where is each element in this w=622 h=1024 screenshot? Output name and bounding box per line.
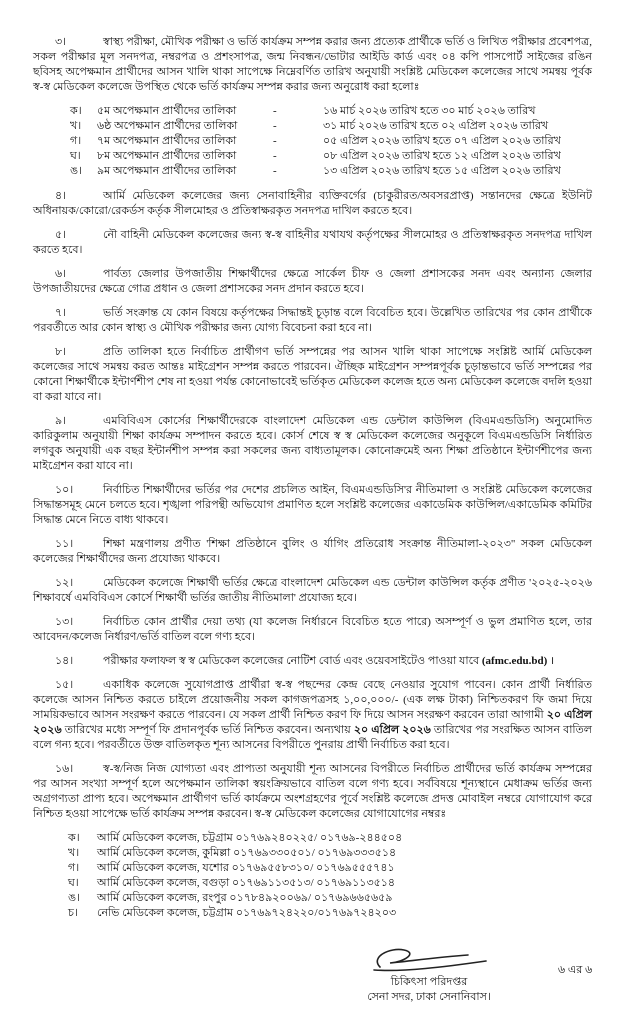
waiting-list-row-dates: ১৬ মার্চ ২০২৬ তারিখ হতে ৩০ মার্চ ২০২৬ তারিখ [323,105,536,117]
contact-row-text: আর্মি মেডিকেল কলেজ, যশোর ০১৭৬৯৫৫৮৩১০/ ০১৭৬৯৫৫৫৭৪১ [97,862,395,874]
clause-3-text: স্বাস্থ্য পরীক্ষা, মৌখিক পরীক্ষা ও ভর্তি কার্যক্রম সম্পন্ন করার জন্য প্রত্যেক প্রার্থীকে ভর্তি ও লিখিত পরীক্ষার প্রবেশপত্র, সকল পরীক্ষার মূল সনদপত্র, নম্বরপত্র ও প্রশংসাপত্র, জন্ম নিবন্ধন/ভোটার আইডি কার্ড এবং ০৪ কপি পাসপোর্ট সাইজের রঙিন ছবিসহ অপেক্ষমান প্রার্থীদের আসন খালি থাকা সাপেক্ষে নিম্নেবর্ণিত তারিখ অনুযায়ী সংশ্লিষ্ট মেডিকেল কলেজের সাথে সমন্বয় পূর্বক স্ব-স্ব মেডিকেল কলেজে উপস্থিত থেকে ভর্তি কার্যক্রম সম্পন্ন করার জন্য অনুরোধ করা হলোঃ [33,36,592,93]
clause-16 [33,762,592,822]
clause-9-number: ৯। [55,415,67,427]
waiting-list-row-name: ৯ম অপেক্ষমান প্রার্থীদের তালিকা [97,165,237,177]
text-segment: তারিখের পর সংরক্ষিত আসন বাতিল বলে গন্য হবে। পরবর্তীতে উক্ত বাতিলকৃত শূন্য আসনের বিপরীতে পুনরায় প্রার্থী নির্বাচিত করা হবে। [33,724,592,751]
clause-15 [33,678,592,753]
clause-6 [33,267,592,297]
clause-7 [33,306,592,336]
clause-12 [33,576,592,606]
contact-row-text: নেভি মেডিকেল কলেজ, চট্টগ্রাম ০১৭৬৯৭২৪২২০/০১৭৬৯৭২৪২০৩ [97,907,397,919]
clause-7-text: ভর্তি সংক্রান্ত যে কোন বিষয়ে কর্তৃপক্ষের সিদ্ধান্তই চূড়ান্ত বলে বিবেচিত হবে। উল্লেখিত তারিখের পর কোন প্রার্থীকে পরবর্তীতে আর কোন স্বাস্থ্য ও মৌখিক পরীক্ষার জন্য যোগ্য বিবেচনা করা হবে না। [33,307,592,334]
clause-9 [33,414,592,474]
clause-8 [33,345,592,405]
waiting-list-row-label: ঙ। [70,165,83,177]
clause-3-number: ৩। [55,36,67,48]
clause-12-number: ১২। [55,577,74,589]
waiting-list-table [70,104,592,179]
clause-5-text: নৌ বাহিনী মেডিকেল কলেজের জন্য স্ব-স্ব বাহিনীর যথাযথ কর্তৃপক্ষের সীলমোহর ও প্রতিস্বাক্ষরকৃত সনদপত্র দাখিল করতে হবে। [33,229,592,256]
clause-16-text: স্ব-স্ব/নিজ নিজ যোগ্যতা এবং প্রাপ্যতা অনুযায়ী শূন্য আসনের বিপরীতে নির্বাচিত প্রার্থীদের ভর্তি কার্যক্রম সম্পন্নের পর আসন সংখ্যা সম্পূর্ণ হলে অপেক্ষমান তালিকা স্বয়ংক্রিয়ভাবে বাতিল বলে গণ্য হবে। সর্ববিষয়ে শূন্যস্থানে মেধাক্রম ভর্তির জন্য অগ্রগণ্যতা প্রাপ্য হবে। অপেক্ষমান প্রার্থীগণ ভর্তি কার্যক্রমে অংশগ্রহণের পূর্বে সংশ্লিষ্ট কলেজে প্রদত্ত মোবাইল নম্বরে যোগাযোগ করে নিশ্চিত হওয়া সাপেক্ষে ভর্তি কার্যক্রম সম্পন্ন করবেন। স্ব-স্ব মেডিকেল কলেজের যোগাযোগের নম্বরঃ [33,763,592,820]
contact-row-text: আর্মি মেডিকেল কলেজ, কুমিল্লা ০১৭৬৯৩৩০৫০১/ ০১৭৬৯৩৩৩৫১৪ [97,847,397,859]
waiting-list-row-name: ৬ষ্ঠ অপেক্ষমান প্রার্থীদের তালিকা [97,120,238,132]
clause-6-text: পার্বত্য জেলার উপজাতীয় শিক্ষার্থীদের ক্ষেত্রে সার্কেল চীফ ও জেলা প্রশাসকের সনদ এবং অন্যান্য জেলার উপজাতীয়দের ক্ষেত্রে গোত্র প্রধান ও জেলা প্রশাসকের সনদ প্রদান করতে হবে। [33,268,592,295]
text-segment: পরীক্ষার ফলাফল স্ব স্ব মেডিকেল কলেজের নোটিশ বোর্ড এবং ওয়েবসাইটেও পাওয়া যাবে [103,655,482,667]
contact-row-label: খ। [68,847,80,859]
waiting-list-row-dates: ০৮ এপ্রিল ২০২৬ তারিখ হতে ১২ এপ্রিল ২০২৬ তারিখ [323,150,561,162]
waiting-list-row-dates: ০৫ এপ্রিল ২০২৬ তারিখ হতে ০৭ এপ্রিল ২০২৬ তারিখ [323,135,561,147]
waiting-list-row-label: ক। [70,105,82,117]
clause-11 [33,537,592,567]
contact-row-label: ক। [68,832,80,844]
contact-row-label: ঙ। [68,892,81,904]
clause-8-number: ৮। [55,346,67,358]
waiting-list-row-dash: - [273,120,277,132]
text-segment: (afmc.edu.bd) [481,655,548,667]
contact-row-label: গ। [68,862,80,874]
clause-16-number: ১৬। [55,763,74,775]
clause-3 [33,35,592,95]
waiting-list-row-label: গ। [70,135,82,147]
clause-10-number: ১০। [55,484,74,496]
clause-9-text: এমবিবিএস কোর্সের শিক্ষার্থীদেরকে বাংলাদেশ মেডিকেল এন্ড ডেন্টাল কাউন্সিল (বিএমএন্ডডিসি) অনুমোদিত কারিকুলাম অনুযায়ী শিক্ষা কার্যক্রম সম্পাদন করতে হবে। কোর্স শেষে স্ব স্ব মেডিকেল কলেজের অনুকূলে বিএমএন্ডডিসি নির্ধারিত লগবুক অনুযায়ী এক বছর ইন্টার্নশীপ সম্পন্ন করা সকলের জন্য বাধ্যতামূলক। কোনোক্রমেই অন্য শিক্ষা প্রতিষ্ঠানে ইন্টার্ণশীপের জন্য মাইগ্রেশন করা যাবে না। [33,415,592,472]
clause-6-number: ৬। [55,268,67,280]
contact-row-label: চ। [68,907,78,919]
waiting-list-row-name: ৭ম অপেক্ষমান প্রার্থীদের তালিকা [97,135,237,147]
signatory-subtitle: সেনা সদর, ঢাকা সেনানিবাস। [367,991,491,1003]
waiting-list-row-name: ৫ম অপেক্ষমান প্রার্থীদের তালিকা [97,105,237,117]
waiting-list-row-dates: ১৩ এপ্রিল ২০২৬ তারিখ হতে ১৫ এপ্রিল ২০২৬ তারিখ [323,165,561,177]
text-segment: একাধিক কলেজে সুযোগপ্রাপ্ত প্রার্থীরা স্ব-স্ব পছন্দের কেন্দ্র বেছে নেওয়ার সুযোগ পাবেন। কোন প্রার্থী নির্ধারিত কলেজে আসন নিশ্চিত করতে চাইলে প্রয়োজনীয় সকল কাগজপত্রসহ ১,০০,০০০/- (এক লক্ষ টাকা) নিশ্চিতকরণ ফি জমা দিয়ে সাময়িকভাবে আসন সংরক্ষণ করতে পারবেন। যে সকল প্রার্থী নিশ্চিত করণ ফি দিয়ে আসন সংরক্ষণ করবেন তারা আগামী [33,679,592,721]
waiting-list-row-label: খ। [70,120,82,132]
clause-15-text [33,679,592,751]
clause-13-number: ১৩। [55,616,74,628]
waiting-list-row-dash: - [273,135,277,147]
text-segment: তারিখের মধ্যে সম্পূর্ণ ফি প্রদানপূর্বক ভর্তি নিশ্চিত করবেন। অন্যথায় [61,724,354,736]
waiting-list-row-label: ঘ। [70,150,81,162]
clause-4-text: আর্মি মেডিকেল কলেজের জন্য সেনাবাহিনীর ব্যক্তিবর্গের (চাকুরীরত/অবসরপ্রাপ্ত) সন্তানদের ক্ষেত্রে ইউনিট অধিনায়ক/কোরো/রেকর্ডস কর্তৃক সীলমোহর ও প্রতিস্বাক্ষরকৃত সনদপত্র দাখিল করতে হবে। [33,190,592,217]
page-number: ৬ এর ৬ [558,964,593,976]
clause-5-number: ৫। [55,229,67,241]
document-content [33,35,592,1005]
clause-4-number: ৪। [55,190,67,202]
clause-13-text: নির্বাচিত কোন প্রার্থীর দেয়া তথ্য (যা কলেজ নির্ধারনে বিবেচিত হতে পারে) অসম্পূর্ণ ও ভুল প্রমাণিত হলে, তার আবেদন/কলেজ নির্ধারণ/ভর্তি বাতিল বলে গণ্য হবে। [33,616,592,643]
clause-13 [33,615,592,645]
contact-row-text: আর্মি মেডিকেল কলেজ, চট্টগ্রাম ০১৭৬৯২৪০২২৫/ ০১৭৬৯-২৪৪৫০৪ [97,832,403,844]
signatory-title: চিকিৎসা পরিদপ্তর [390,976,468,988]
clause-5 [33,228,592,258]
waiting-list-row-name: ৮ম অপেক্ষমান প্রার্থীদের তালিকা [97,150,237,162]
clause-11-number: ১১। [55,538,74,550]
signature-icon [364,943,494,977]
clause-10 [33,483,592,528]
text-segment: ২০ এপ্রিল ২০২৬ [353,724,431,736]
waiting-list-row-dash: - [273,105,277,117]
contact-row-text: আর্মি মেডিকেল কলেজ, রংপুর ০১৭৮৪৯২০০৬৯/ ০১৭৬৯৬৬৫৬৫৯ [97,892,393,904]
clause-14-text [103,655,554,667]
waiting-list-row-dates: ৩১ মার্চ ২০২৬ তারিখ হতে ০২ এপ্রিল ২০২৬ তারিখ [323,120,549,132]
clause-10-text: নির্বাচিত শিক্ষার্থীদের ভর্তির পর দেশের প্রচলিত আইন, বিএমএন্ডডিসি'র নীতিমালা ও সংশ্লিষ্ট মেডিকেল কলেজের সিদ্ধান্তসমূহ মেনে চলতে হবে। শৃঙ্খলা পরিপন্থী অভিযোগ প্রমাণিত হলে সংশ্লিষ্ট কলেজের একাডেমিক কাউন্সিল/একাডেমিক কমিটির সিদ্ধান্ত মেনে নিতে বাধ্য থাকবে। [33,484,592,526]
waiting-list-row-dash: - [273,150,277,162]
contact-row-label: ঘ। [68,877,79,889]
text-segment: । [547,655,555,667]
waiting-list-row-dash: - [273,165,277,177]
text-segment: ২০ এপ্রিল ২০২৬ [33,709,592,736]
clause-14-number: ১৪। [55,655,74,667]
clause-8-text: প্রতি তালিকা হতে নির্বাচিত প্রার্থীগণ ভর্তি সম্পন্নের পর আসন খালি থাকা সাপেক্ষে সংশ্লিষ্ট আর্মি মেডিকেল কলেজের সাথে সমন্বয় করত আন্তঃ মাইগ্রেশন সম্পন্ন করতে পারবেন। ঐচ্ছিক মাইগ্রেশন সম্পন্নপূর্বক চূড়ান্তভাবে ভর্তি সম্পন্নের পর কোনো শিক্ষার্থীকে ইন্টার্ণশীপ শেষ না হওয়া পর্যন্ত কোনোভাবেই ভর্তিকৃত মেডিকেল কলেজ হতে অন্য মেডিকেল কলেজে বদলি হওয়া বা করা যাবে না। [33,346,592,403]
college-contact-list [68,831,592,921]
signature-block [314,943,544,1005]
clause-15-number: ১৫। [55,679,74,691]
contact-row-text: আর্মি মেডিকেল কলেজ, বগুড়া ০১৭৬৯১১৩৫১৩/ ০১৭৬৯১১৩৫১৪ [97,877,396,889]
clause-7-number: ৭। [55,307,67,319]
clause-11-text: শিক্ষা মন্ত্রণালয় প্রণীত 'শিক্ষা প্রতিষ্ঠানে বুলিং ও র্যাগিং প্রতিরোধ সংক্রান্ত নীতিমালা-২০২৩" সকল মেডিকেল কলেজের শিক্ষার্থীদের জন্য প্রযোজ্য থাকবে। [33,538,592,565]
clause-14 [33,654,592,669]
clause-4 [33,189,592,219]
clause-12-text: মেডিকেল কলেজে শিক্ষার্থী ভর্তির ক্ষেত্রে বাংলাদেশ মেডিকেল এন্ড ডেন্টাল কাউন্সিল কর্তৃক প্রণীত '২০২৫-২০২৬ শিক্ষাবর্ষে এমবিবিএস কোর্সে শিক্ষার্থী ভর্তির জাতীয় নীতিমালা' প্রযোজ্য হবে। [33,577,592,604]
